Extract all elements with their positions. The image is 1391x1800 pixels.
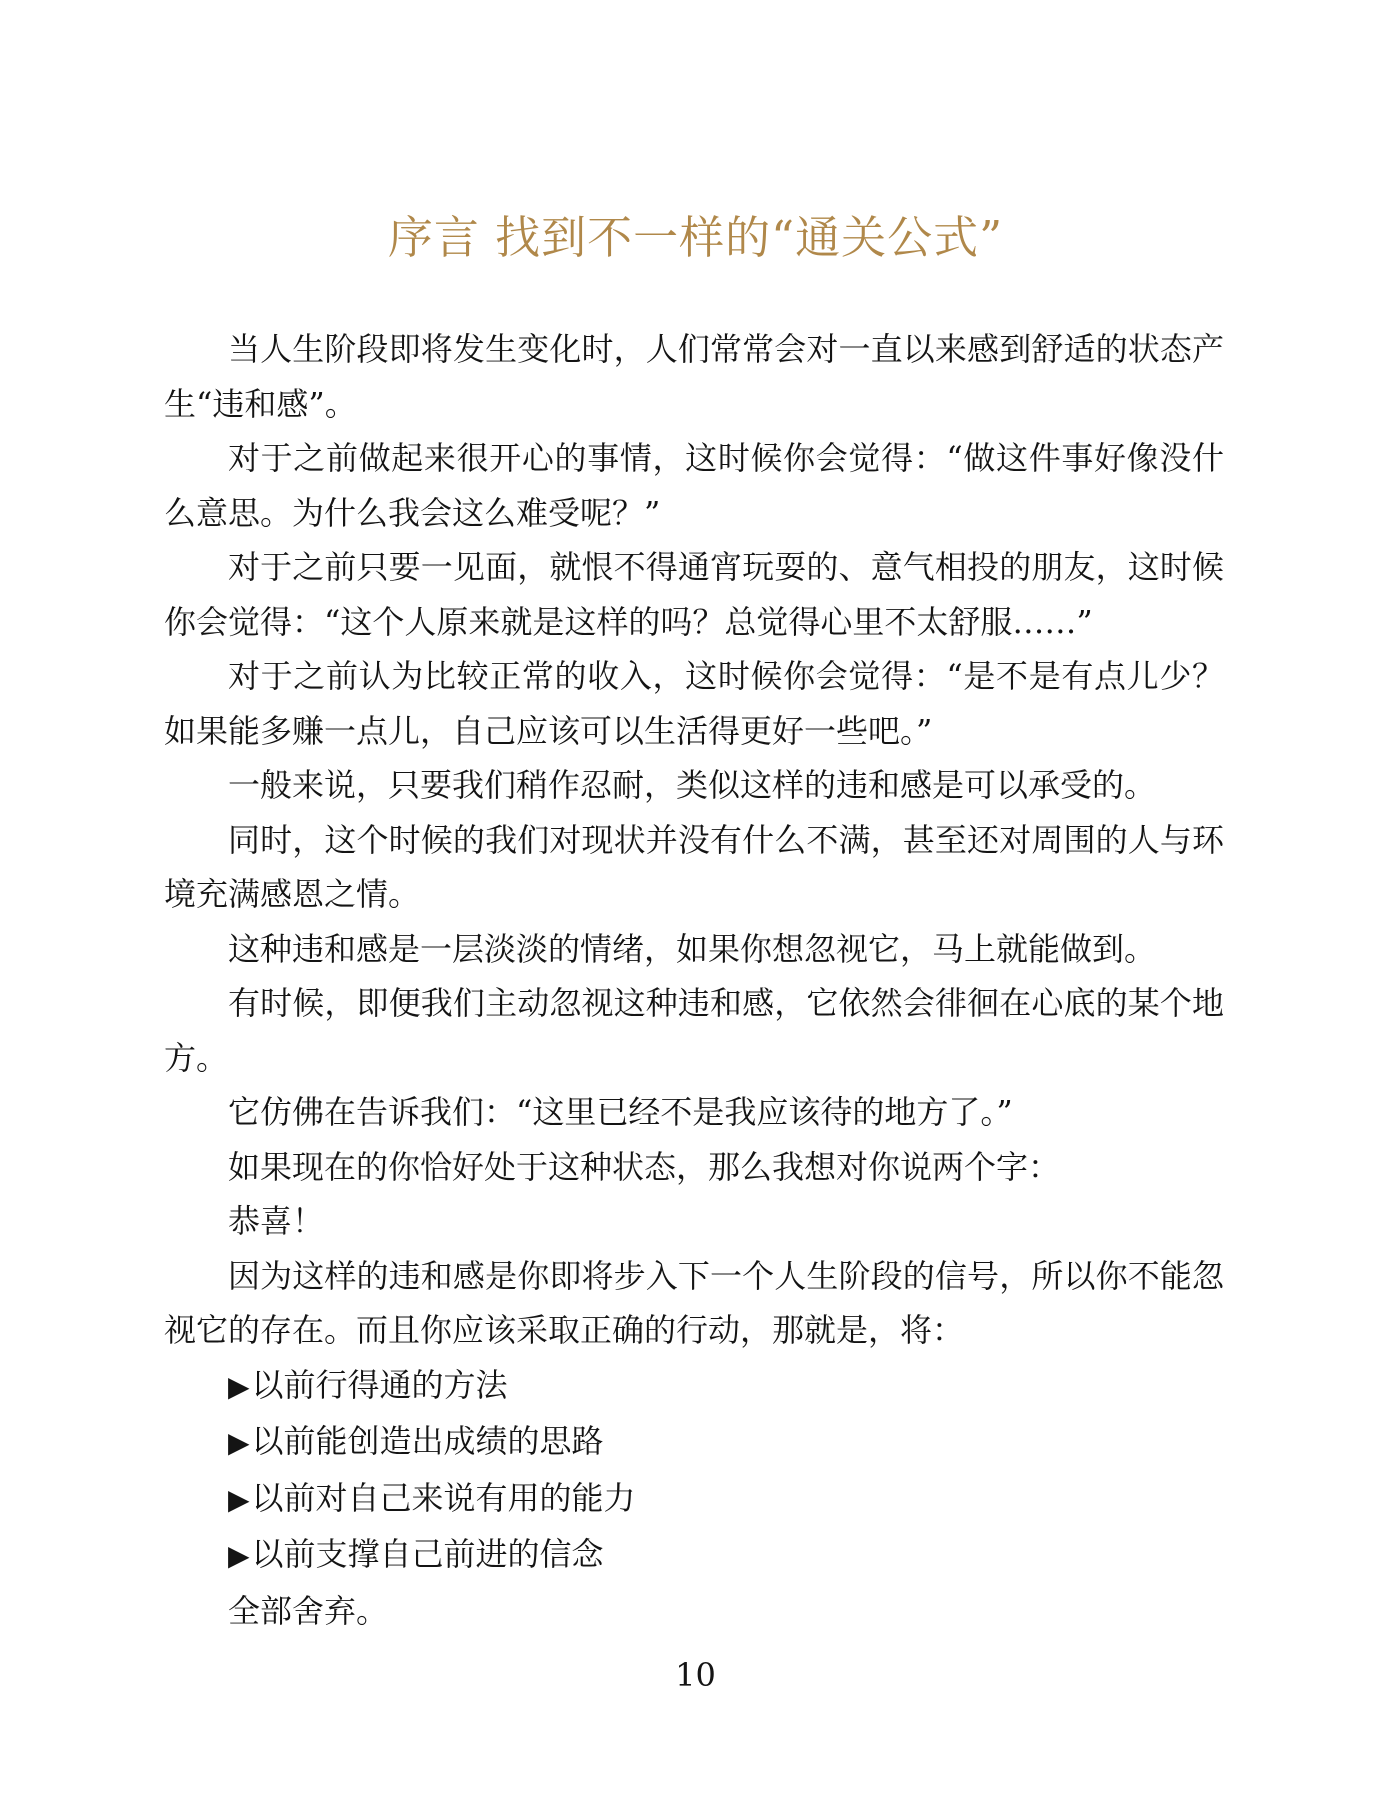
triangle-bullet-icon: ▶ bbox=[228, 1426, 250, 1459]
triangle-bullet-icon: ▶ bbox=[228, 1539, 250, 1572]
bullet-item bbox=[164, 1527, 1224, 1584]
page-number: 10 bbox=[675, 1656, 716, 1694]
body-text bbox=[164, 322, 1224, 1638]
paragraph: 对于之前认为比较正常的收入，这时候你会觉得：“是不是有点儿少？如果能多赚一点儿，自己应该可以生活得更好一些吧。” bbox=[164, 657, 1224, 750]
bullet-item-text: 以前能创造出成绩的思路 bbox=[251, 1422, 604, 1460]
paragraph: 同时，这个时候的我们对现状并没有什么不满，甚至还对周围的人与环境充满感恩之情。 bbox=[164, 820, 1224, 913]
bullet-item-text: 以前行得通的方法 bbox=[251, 1365, 508, 1404]
triangle-bullet-icon: ▶ bbox=[228, 1369, 250, 1403]
paragraph: 对于之前做起来很开心的事情，这时候你会觉得：“做这件事好像没什么意思。为什么我会这么难受呢？” bbox=[164, 439, 1224, 532]
paragraph: 有时候，即便我们主动忽视这种违和感，它依然会徘徊在心底的某个地方。 bbox=[164, 984, 1224, 1077]
paragraph: 因为这样的违和感是你即将步入下一个人生阶段的信号，所以你不能忽视它的存在。而且你应该采取正确的行动，那就是，将： bbox=[164, 1256, 1224, 1349]
paragraph: 当人生阶段即将发生变化时，人们常常会对一直以来感到舒适的状态产生“违和感”。 bbox=[164, 330, 1224, 423]
triangle-bullet-icon: ▶ bbox=[228, 1482, 250, 1516]
paragraph: 一般来说，只要我们稍作忍耐，类似这样的违和感是可以承受的。 bbox=[228, 766, 1157, 804]
bullet-item-text: 以前对自己来说有用的能力 bbox=[251, 1478, 636, 1517]
paragraph: 如果现在的你恰好处于这种状态，那么我想对你说两个字： bbox=[228, 1147, 1061, 1186]
bullet-item bbox=[164, 1414, 1224, 1471]
closing-paragraph: 全部舍弃。 bbox=[228, 1591, 389, 1630]
paragraph: 恭喜！ bbox=[228, 1202, 325, 1240]
paragraph: 这种违和感是一层淡淡的情绪，如果你想忽视它，马上就能做到。 bbox=[228, 929, 1157, 968]
paragraph: 对于之前只要一见面，就恨不得通宵玩耍的、意气相投的朋友，这时候你会觉得：“这个人原来就是这样的吗？总觉得心里不太舒服……” bbox=[164, 548, 1224, 641]
bullet-item-text: 以前支撑自己前进的信念 bbox=[251, 1535, 604, 1573]
chapter-title: 序言 找到不一样的“通关公式” bbox=[387, 211, 1004, 264]
paragraph: 它仿佛在告诉我们：“这里已经不是我应该待的地方了。” bbox=[228, 1093, 1013, 1131]
bullet-item bbox=[164, 1471, 1224, 1528]
bullet-item bbox=[164, 1358, 1224, 1415]
